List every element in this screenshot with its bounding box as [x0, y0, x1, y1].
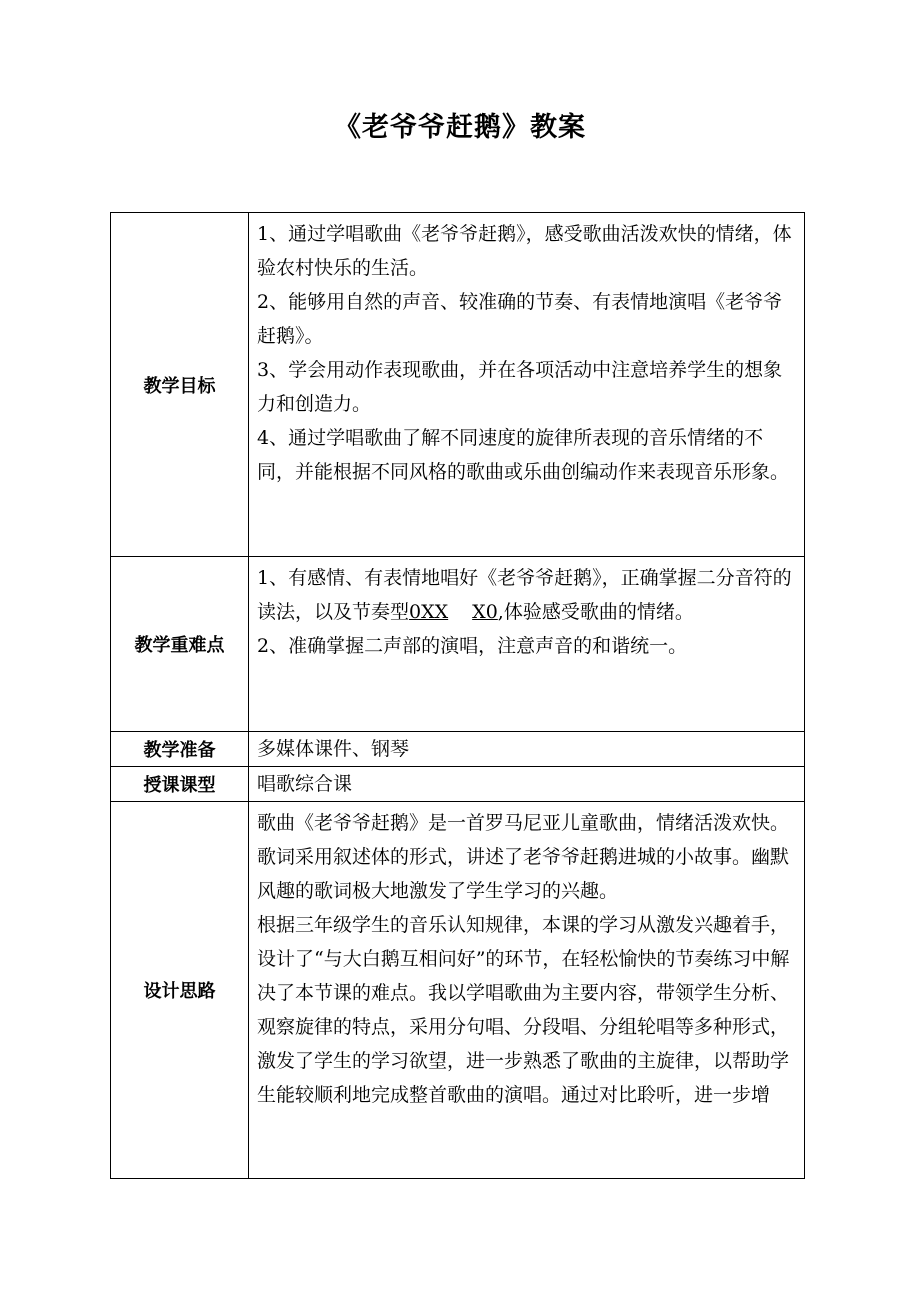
- goal-item-4: 4、通过学唱歌曲了解不同速度的旋律所表现的音乐情绪的不同，并能根据不同风格的歌曲或乐曲创编动作来表现音乐形象。: [257, 427, 790, 483]
- rhythm-pattern-b: X0: [472, 601, 498, 623]
- table-row-key-difficulties: [111, 557, 805, 732]
- design-idea-content: [249, 802, 805, 1179]
- table-row-lesson-type: [111, 767, 805, 802]
- difficulty-item-1: [257, 561, 798, 629]
- design-idea-label: 设计思路: [111, 802, 249, 1179]
- preparation-label: 教学准备: [111, 732, 249, 767]
- key-difficulties-content: [249, 557, 805, 732]
- design-paragraph-1: 歌曲《老爷爷赶鹅》是一首罗马尼亚儿童歌曲，情绪活泼欢快。歌词采用叙述体的形式，讲述了老爷爷赶鹅进城的小故事。幽默风趣的歌词极大地激发了学生学习的兴趣。: [257, 812, 790, 902]
- lesson-type-value: 唱歌综合课: [249, 767, 805, 802]
- lesson-type-label: 授课课型: [111, 767, 249, 802]
- preparation-value: 多媒体课件、钢琴: [249, 732, 805, 767]
- difficulty-item-1-text: 1、有感情、有表情地唱好《老爷爷赶鹅》，正确掌握二分音符的读法，以及节奏型: [257, 567, 792, 623]
- teaching-goals-label: 教学目标: [111, 213, 249, 557]
- rhythm-pattern-a: 0XX: [409, 601, 449, 623]
- design-idea-text: [257, 806, 798, 1178]
- design-paragraph-2: 根据三年级学生的音乐认知规律，本课的学习从激发兴趣着手，设计了“与大白鹅互相问好”的环节，在轻松愉快的节奏练习中解决了本节课的难点。我以学唱歌曲为主要内容，带领学生分析、观察旋律的特点，采用分句唱、分段唱、分组轮唱等多种形式，激发了学生的学习欲望，进一步熟悉了歌曲的主旋律，以帮助学生能较顺利地完成整首歌曲的演唱。通过对比聆听，进一步增: [257, 914, 790, 1106]
- goal-item-3: 3、学会用动作表现歌曲，并在各项活动中注意培养学生的想象力和创造力。: [257, 359, 783, 415]
- table-row-teaching-goals: [111, 213, 805, 557]
- document-title: 《老爷爷赶鹅》教案: [334, 112, 586, 143]
- table-row-design-idea: [111, 802, 805, 1179]
- teaching-goals-content: [249, 213, 805, 557]
- goal-item-2: 2、能够用自然的声音、较准确的节奏、有表情地演唱《老爷爷赶鹅》。: [257, 291, 783, 347]
- difficulty-item-2: 2、准确掌握二声部的演唱，注意声音的和谐统一。: [257, 635, 688, 657]
- lesson-plan-table: [110, 212, 805, 1179]
- difficulty-item-1-tail: ,体验感受歌曲的情绪。: [497, 601, 694, 623]
- table-row-preparation: [111, 732, 805, 767]
- goal-item-1: 1、通过学唱歌曲《老爷爷赶鹅》，感受歌曲活泼欢快的情绪，体验农村快乐的生活。: [257, 223, 792, 279]
- key-difficulties-label: 教学重难点: [111, 557, 249, 732]
